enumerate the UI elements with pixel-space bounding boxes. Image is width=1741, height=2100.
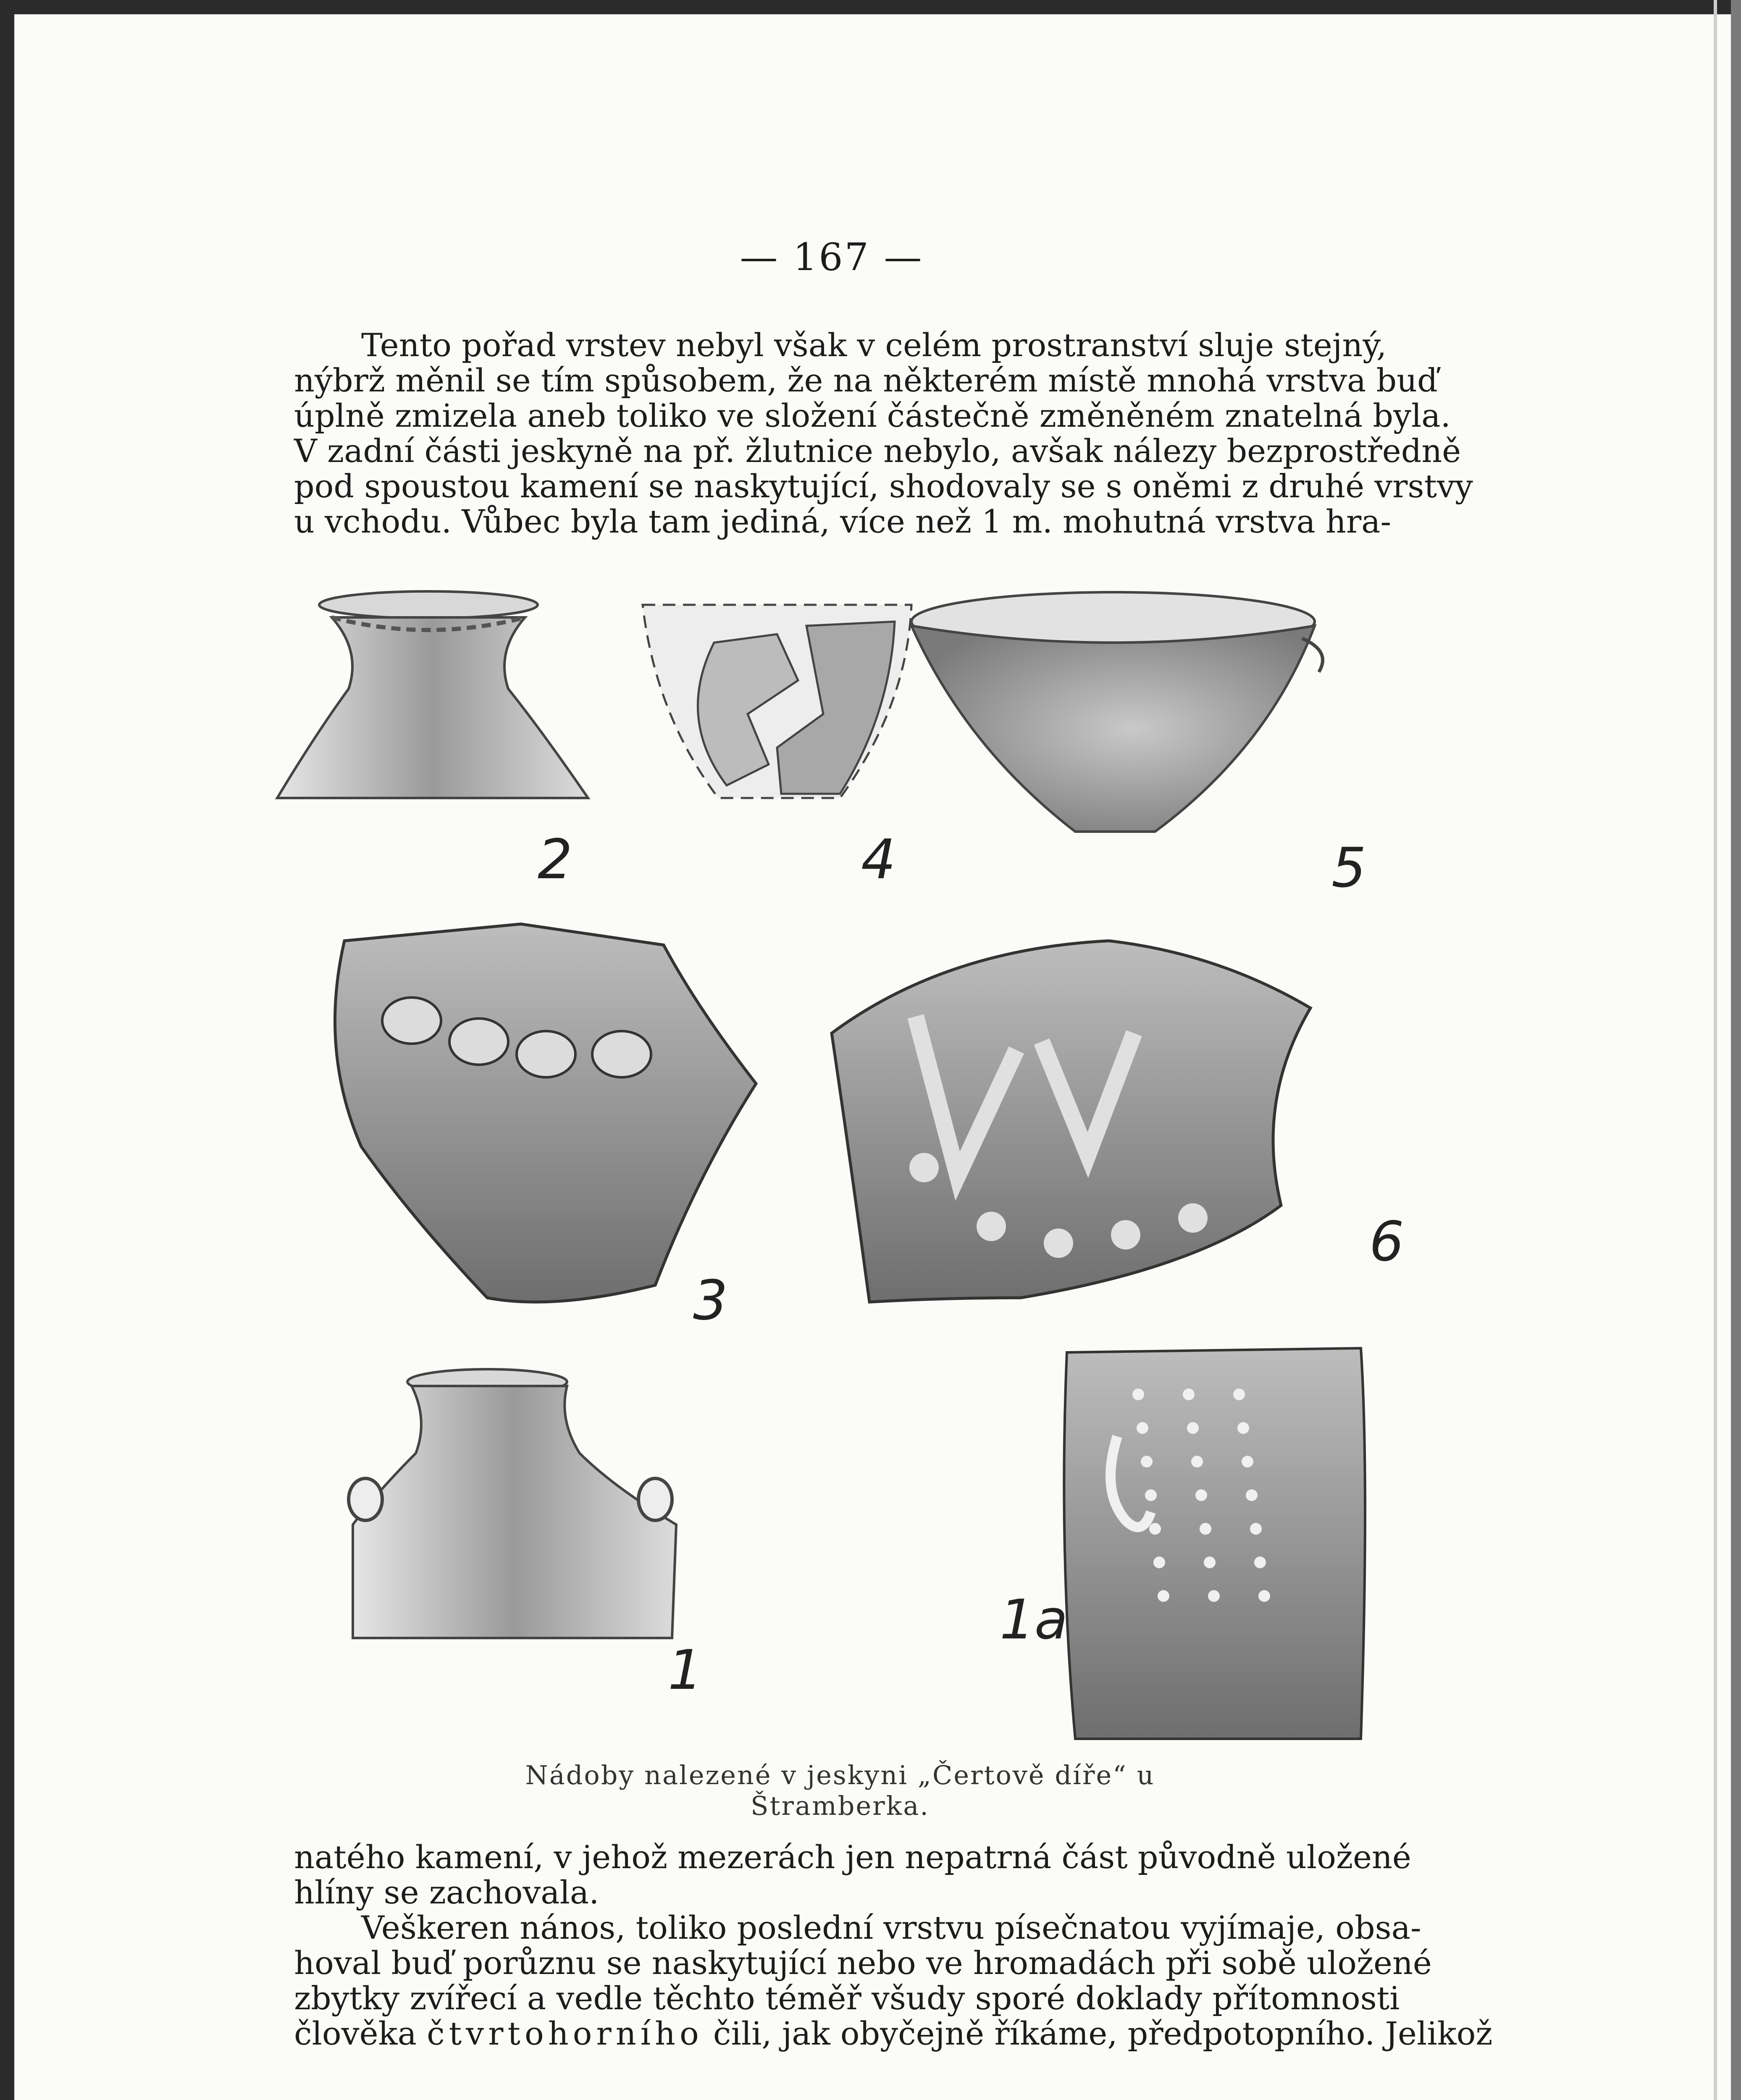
label-vessel-2: 2 xyxy=(538,827,572,891)
label-shard-6: 6 xyxy=(1369,1210,1404,1273)
figure-caption: Nádoby nalezené v jeskyni „Čertově díře“ u Štramberka. xyxy=(525,1760,1155,1821)
text-line: úplně zmizela aneb toliko ve složení částečně změněném znatelná byla. xyxy=(294,397,1451,434)
paragraph-bottom xyxy=(294,1838,1493,2052)
label-vessel-1: 1 xyxy=(668,1638,703,1702)
text-line-last xyxy=(294,2015,1493,2052)
text-line: zbytky zvířecí a vedle těchto téměř všudy sporé doklady přítomnosti xyxy=(294,1979,1400,2017)
paragraph-top xyxy=(294,326,1473,540)
text-line: V zadní části jeskyně na př. žlutnice nebylo, avšak nálezy bezprostředně xyxy=(294,432,1461,470)
text-segment: čili, jak obyčejně říkáme, předpotopního. Jelikož xyxy=(703,2015,1493,2052)
text-segment: člověka xyxy=(294,2015,427,2052)
text-line: pod spoustou kamení se naskytující, shodovaly se s oněmi z druhé vrstvy xyxy=(294,467,1473,505)
scan-border-left xyxy=(0,0,14,2100)
label-shard-1a: 1a xyxy=(1000,1588,1068,1651)
vessel-1-drawing xyxy=(349,1369,676,1638)
text-line: Tento pořad vrstev nebyl však v celém prostranství sluje stejný, xyxy=(361,326,1387,364)
text-line: hoval buď porůznu se naskytující nebo ve hromadách při sobě uložené xyxy=(294,1944,1432,1982)
label-shard-3: 3 xyxy=(693,1268,728,1332)
emphasized-word: čtvrtohorního xyxy=(427,2015,703,2052)
vessel-5-drawing xyxy=(911,592,1323,832)
text-line: hlíny se zachovala. xyxy=(294,1874,599,1911)
shard-3-drawing xyxy=(335,924,756,1302)
page-number: — 167 — xyxy=(740,235,924,279)
label-vessel-5: 5 xyxy=(1331,836,1366,900)
shard-6-drawing xyxy=(832,941,1310,1302)
text-line: nýbrž měnil se tím spůsobem, že na některém místě mnohá vrstva buď xyxy=(294,362,1438,399)
shard-1a-drawing xyxy=(1064,1348,1365,1739)
text-line: u vchodu. Vůbec byla tam jediná, více než 1 m. mohutná vrstva hra- xyxy=(294,503,1392,540)
text-line: Veškeren nános, toliko poslední vrstvu písečnatou vyjímaje, obsa- xyxy=(361,1909,1421,1946)
label-vessel-4: 4 xyxy=(861,827,896,891)
vessel-2-drawing xyxy=(277,591,588,798)
pottery-illustration xyxy=(252,588,1411,1756)
scan-border-top xyxy=(0,0,1741,14)
pottery-drawings xyxy=(252,588,1411,1756)
text-line: natého kamení, v jehož mezerách jen nepatrná část původně uložené xyxy=(294,1838,1411,1876)
scan-line-right xyxy=(1714,0,1717,2100)
scan-border-right xyxy=(1731,0,1741,2100)
vessel-4-drawing xyxy=(643,605,911,798)
